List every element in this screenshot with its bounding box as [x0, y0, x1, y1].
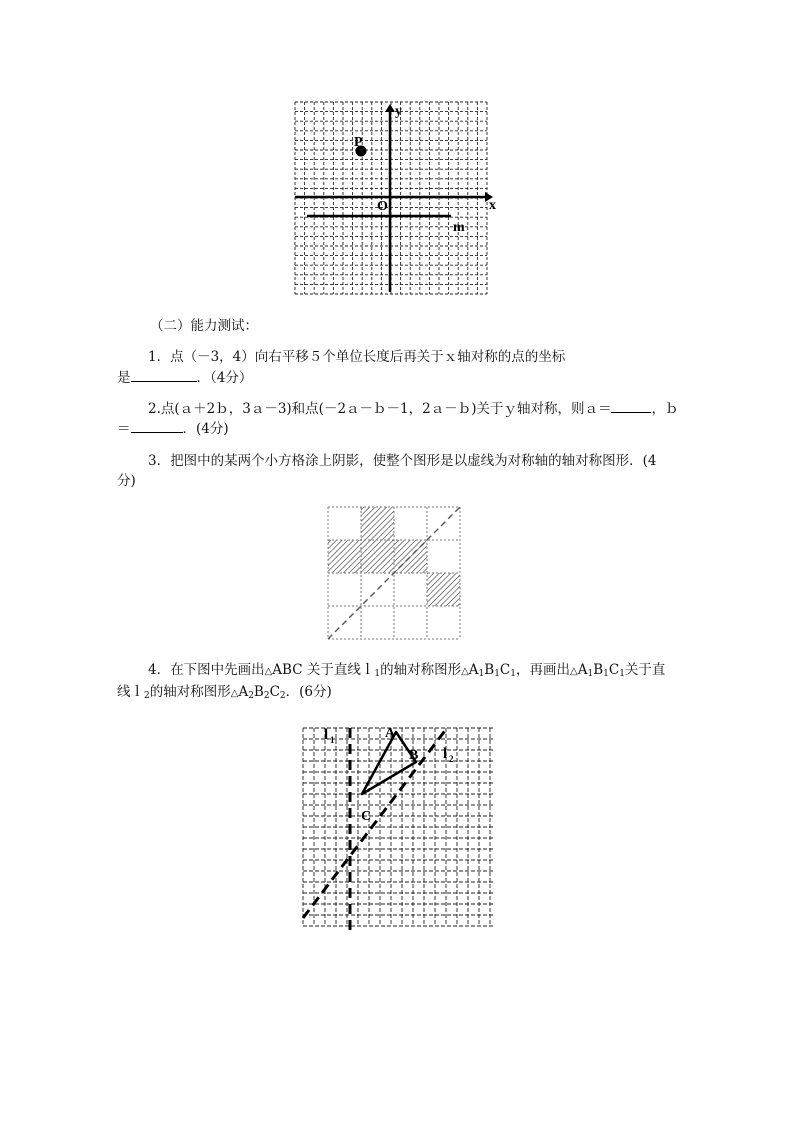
q2-prefix2: ＝: [117, 421, 131, 437]
l2-label: l: [443, 746, 448, 762]
origin-label: O: [377, 199, 388, 214]
triangle-symbol: △: [230, 688, 239, 699]
reflection-grid-figure: [300, 722, 502, 932]
line-l2: [303, 728, 447, 918]
x-axis-label: x: [489, 198, 496, 213]
point-p-label: P: [354, 135, 363, 150]
q1-line1: 1．点（－3，4）向右平移５个单位长度后再关于ｘ轴对称的点的坐标: [148, 349, 566, 365]
q4-line2: [117, 682, 332, 706]
line-m-label: m: [453, 220, 465, 235]
q2-answer-b-blank[interactable]: [131, 418, 183, 433]
grid-lines: [303, 728, 495, 926]
q2-part2: ，ｂ: [651, 401, 679, 417]
q4-vertex: A: [468, 662, 479, 678]
q4-text: ABC 关于直线: [272, 662, 361, 678]
q4-sub: 1: [619, 669, 625, 679]
vertex-c-label: C: [361, 809, 372, 824]
symmetry-grid-figure: [326, 505, 464, 641]
q4-sub: 2: [248, 691, 254, 701]
q4-sub: 1: [603, 669, 609, 679]
vertex-a-label: A: [385, 726, 396, 741]
q1-prefix: 是: [117, 370, 131, 386]
q4-text: ，再画出: [516, 662, 570, 678]
q4-sub: 1: [374, 669, 381, 679]
q4-line1: [148, 660, 665, 684]
q1-suffix: ．（4分）: [196, 370, 253, 386]
vertex-b-label: B: [409, 748, 419, 763]
shaded-cell: [361, 507, 394, 540]
q4-sub: 1: [478, 669, 485, 679]
q4-sub: 2: [263, 691, 270, 701]
y-axis-arrow: [385, 104, 395, 112]
l2-subscript: 2: [449, 754, 454, 764]
q4-text: 线: [117, 684, 131, 700]
q4-text: ．(6分): [285, 684, 332, 700]
triangle-symbol: △: [570, 666, 578, 677]
l1-subscript: 1: [330, 735, 335, 745]
l1-label: l: [324, 727, 329, 743]
q4-text: 4．在下图中先画出: [148, 662, 265, 678]
q4-text: 关于直: [624, 662, 666, 678]
q4-vertex: B: [484, 662, 495, 678]
q1-answer-blank[interactable]: [131, 367, 197, 382]
q4-text: 的轴对称图形: [380, 662, 462, 678]
q4-sub: 2: [279, 691, 286, 701]
y-axis-label: y: [395, 104, 402, 119]
section-title: （二）能力测试：: [150, 318, 258, 334]
q2-part1: 2.点(ａ＋2ｂ，3ａ－3)和点(－2ａ－ｂ－1，2ａ－ｂ)关于ｙ轴对称，则ａ＝: [148, 401, 612, 417]
q1-line2: [117, 367, 252, 388]
q4-sub: 1: [494, 669, 500, 679]
q4-vertex: C: [608, 662, 620, 678]
q3-line1: 3．把图中的某两个小方格涂上阴影，使整个图形是以虚线为对称轴的轴对称图形．(4: [148, 453, 657, 469]
q4-vertex: B: [593, 662, 604, 678]
shaded-cell: [328, 540, 361, 573]
q2-line1: [148, 398, 678, 419]
shaded-cell: [427, 573, 460, 606]
q4-vertex: A: [238, 684, 249, 700]
q2-answer-a-blank[interactable]: [611, 398, 651, 413]
shaded-cell: [361, 540, 394, 573]
q3-line2: 分): [117, 473, 136, 489]
q4-vertex: C: [499, 662, 511, 678]
q4-vertex: A: [577, 662, 588, 678]
q4-l-symbol: ｌ: [360, 662, 375, 678]
q4-vertex: C: [269, 684, 280, 700]
q4-sub: 1: [587, 669, 594, 679]
triangle-symbol: △: [461, 666, 469, 677]
q4-text: 的轴对称图形: [149, 684, 231, 700]
q4-vertex: B: [253, 684, 264, 700]
q4-sub: 2: [144, 691, 150, 701]
q2-suffix2: ．(4分): [182, 421, 229, 437]
q4-sub: 1: [510, 669, 516, 679]
coordinate-grid-figure: [293, 100, 503, 300]
q2-line2: [117, 418, 229, 439]
triangle-symbol: △: [264, 666, 273, 677]
triangle-abc: [362, 732, 419, 794]
q4-l-symbol: ｌ: [130, 684, 144, 700]
